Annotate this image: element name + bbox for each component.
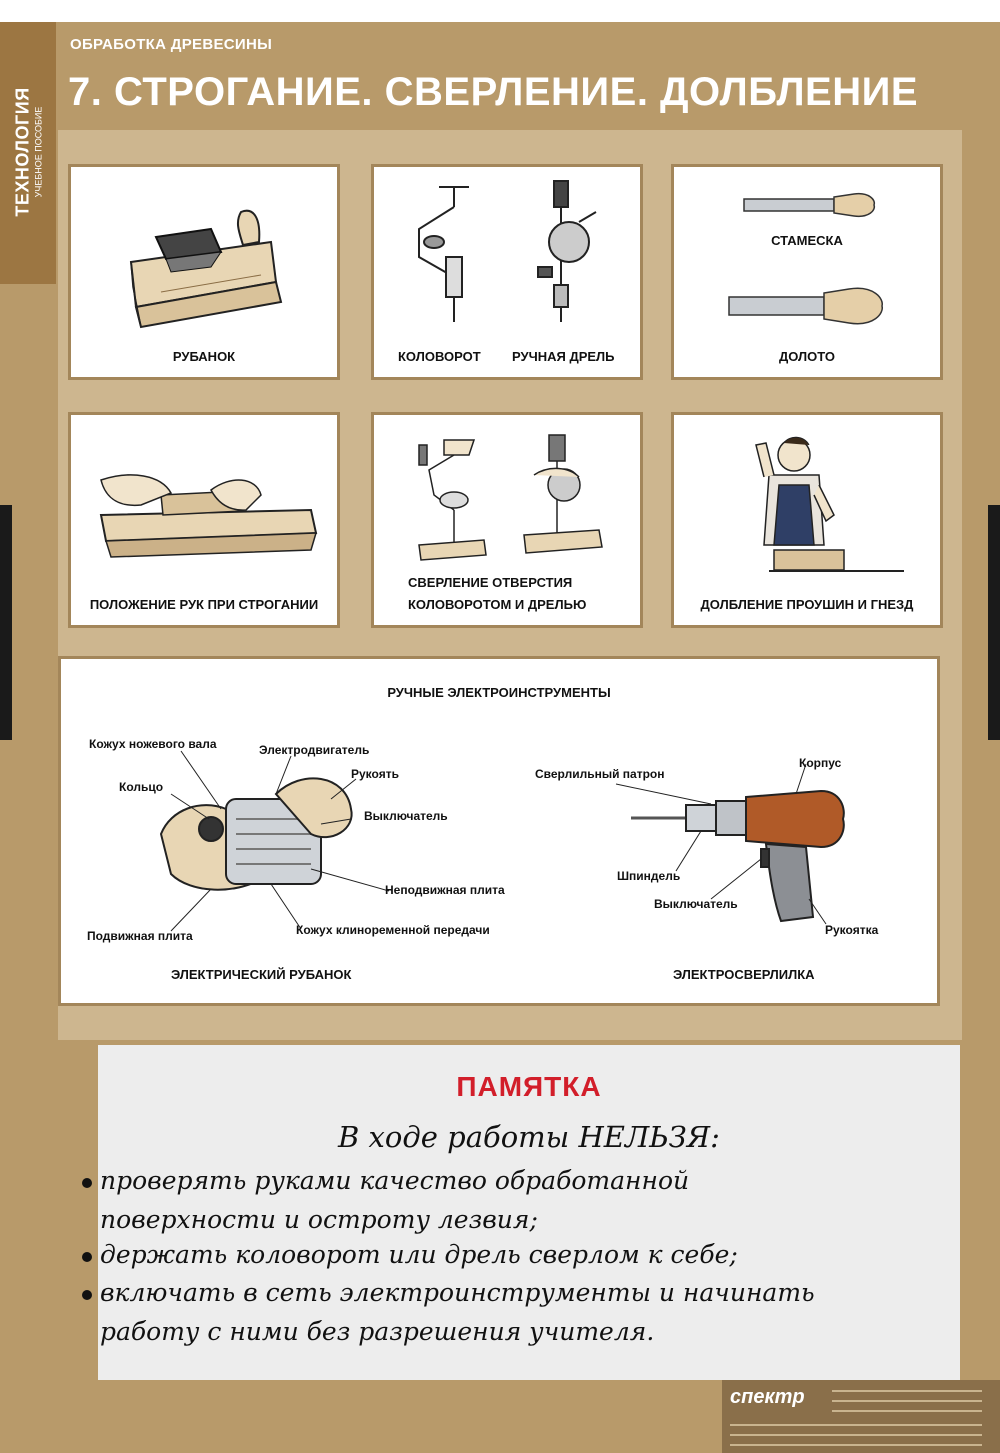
card-hands-planing [68,412,340,628]
mortising-illustration [674,415,940,625]
power-tools-title: РУЧНЫЕ ЭЛЕКТРОИНСТРУМЕНТЫ [387,685,611,700]
left-edge-marker [0,505,12,740]
card-drills [371,164,643,380]
memo-item-1 [82,1161,952,1239]
publisher-logo: спектр [730,1386,805,1408]
memo-item-2 [82,1235,952,1274]
callout-knife-shaft-cover: Кожух ножевого вала [89,737,217,751]
callout-chuck: Сверлильный патрон [535,767,665,781]
label-drilling-line2: КОЛОВОРОТОМ И ДРЕЛЬЮ [408,597,587,612]
memo-item-3-line2: работу с ними без разрешения учителя. [100,1317,655,1346]
label-plane: РУБАНОК [172,349,236,364]
memo-item-3 [82,1273,952,1351]
callout-motor: Электродвигатель [259,743,370,757]
memo-item-3-line1: включать в сеть электроинструменты и начинать [100,1278,815,1307]
callout-fixed-plate: Неподвижная плита [385,883,505,897]
callout-ring: Кольцо [119,780,164,794]
label-mortise-chisel: ДОЛОТО [778,349,835,364]
card-power-tools [58,656,940,1006]
chisels-illustration [674,167,940,377]
callout-spindle: Шпиндель [617,869,681,883]
callout-movable-plate: Подвижная плита [87,929,193,943]
callout-planer-switch: Выключатель [364,809,448,823]
label-brace: КОЛОВОРОТ [398,349,481,364]
callout-body: Корпус [799,756,842,770]
drilling-illustration [374,415,640,625]
callout-drill-switch: Выключатель [654,897,738,911]
subject-heading: ОБРАБОТКА ДРЕВЕСИНЫ [70,36,273,53]
card-drilling [371,412,643,628]
bullet-icon [82,1178,92,1188]
power-tools-illustration [61,659,937,1003]
hands-planing-illustration [71,415,337,625]
memo-title: ПАМЯТКА [456,1071,602,1102]
page-title: 7. СТРОГАНИЕ. СВЕРЛЕНИЕ. ДОЛБЛЕНИЕ [68,70,919,114]
label-hand-drill: РУЧНАЯ ДРЕЛЬ [512,349,615,364]
callout-belt-cover: Кожух клиноременной передачи [296,923,490,937]
memo-subtitle: В ходе работы НЕЛЬЗЯ: [338,1120,720,1154]
memo-item-1-line1: проверять руками качество обработанной [100,1166,690,1195]
bullet-icon [82,1290,92,1300]
bullet-icon [82,1252,92,1262]
side-tab-title: ТЕХНОЛОГИЯ [12,87,33,217]
label-chisel: СТАМЕСКА [771,233,843,248]
top-strip [0,0,1000,22]
caption-electric-drill: ЭЛЕКТРОСВЕРЛИЛКА [673,967,815,982]
publisher-block [722,1380,1000,1453]
right-edge-marker [988,505,1000,740]
card-mortising [671,412,943,628]
memo-panel [98,1045,960,1380]
label-mortising: ДОЛБЛЕНИЕ ПРОУШИН И ГНЕЗД [700,597,914,612]
label-hands-planing: ПОЛОЖЕНИЕ РУК ПРИ СТРОГАНИИ [89,597,319,612]
side-tab-subtitle: УЧЕБНОЕ ПОСОБИЕ [33,106,44,198]
plane-illustration [71,167,337,377]
memo-item-1-line2: поверхности и остроту лезвия; [100,1205,538,1234]
caption-electric-planer: ЭЛЕКТРИЧЕСКИЙ РУБАНОК [171,967,352,982]
brace-and-drill-illustration [374,167,640,377]
card-chisels [671,164,943,380]
label-drilling-line1: СВЕРЛЕНИЕ ОТВЕРСТИЯ [408,575,573,590]
memo-item-2-line1: держать коловорот или дрель сверлом к себе; [100,1240,738,1269]
callout-drill-handle: Рукоятка [825,923,879,937]
card-plane [68,164,340,380]
callout-planer-handle: Рукоять [351,767,399,781]
side-tab [0,22,56,284]
